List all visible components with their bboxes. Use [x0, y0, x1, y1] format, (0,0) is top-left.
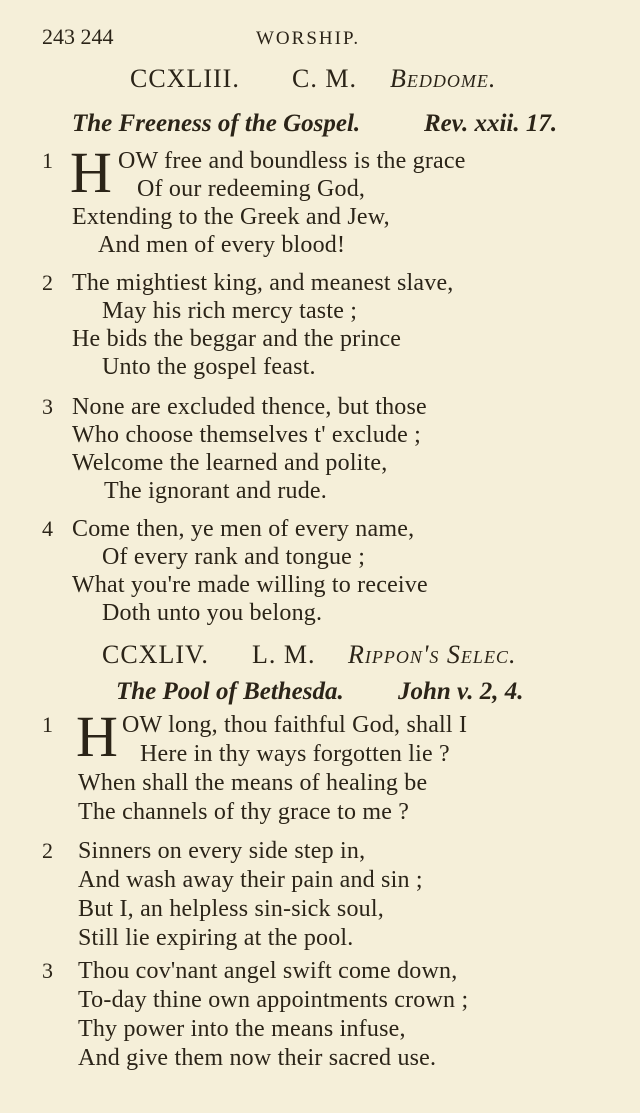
hymn-reference: Rev. xxii. 17. [424, 110, 558, 137]
verse-line: To-day thine own appointments crown ; [78, 987, 469, 1013]
verse-line: Of our redeeming God, [137, 176, 366, 202]
page-header [42, 24, 620, 56]
verse-line: But I, an helpless sin-sick soul, [78, 896, 384, 922]
verse-line: And men of every blood! [98, 232, 346, 258]
verse-line: Thy power into the means infuse, [78, 1016, 406, 1042]
verse-line: OW long, thou faithful God, shall I [122, 712, 468, 738]
verse-line: Still lie expiring at the pool. [78, 925, 354, 951]
hymn-title: The Pool of Bethesda. [116, 678, 344, 705]
running-title: WORSHIP. [256, 28, 361, 49]
verse-line: The mightiest king, and meanest slave, [72, 270, 454, 296]
verse-line: OW free and boundless is the grace [118, 148, 466, 174]
hymn-title: The Freeness of the Gospel. [72, 110, 361, 137]
verse-line: What you're made willing to receive [72, 572, 428, 598]
verse-line: Extending to the Greek and Jew, [72, 204, 390, 230]
verse-line: Unto the gospel feast. [102, 354, 316, 380]
verse-line: And give them now their sacred use. [78, 1045, 437, 1071]
hymn-reference: John v. 2, 4. [398, 678, 524, 705]
verse-line: May his rich mercy taste ; [102, 298, 358, 324]
drop-cap: H [76, 704, 118, 769]
verse-line: None are excluded thence, but those [72, 394, 427, 420]
verse-line: Here in thy ways forgotten lie ? [140, 741, 450, 767]
stanza-number: 2 [42, 270, 53, 295]
hymn-author: Beddome. [390, 64, 497, 93]
verse-line: He bids the beggar and the prince [72, 326, 402, 352]
page-number: 243 244 [42, 24, 114, 49]
stanza-number: 4 [42, 516, 53, 541]
verse-line: Doth unto you belong. [102, 600, 323, 626]
verse-line: When shall the means of healing be [78, 770, 428, 796]
hymn-meter: C. M. [292, 64, 357, 93]
stanza-number: 1 [42, 712, 53, 737]
hymn-meter: L. M. [252, 640, 316, 669]
verse-line: The ignorant and rude. [104, 478, 327, 504]
stanza-number: 3 [42, 958, 53, 983]
verse-line: And wash away their pain and sin ; [78, 867, 423, 893]
verse-line: Who choose themselves t' exclude ; [72, 422, 422, 448]
verse-line: Come then, ye men of every name, [72, 516, 415, 542]
hymn-number: CCXLIII. [130, 64, 240, 93]
verse-line: Thou cov'nant angel swift come down, [78, 958, 458, 984]
verse-line: Of every rank and tongue ; [102, 544, 366, 570]
stanza-number: 2 [42, 838, 53, 863]
stanza-number: 3 [42, 394, 53, 419]
verse-line: Welcome the learned and polite, [72, 450, 388, 476]
verse-line: The channels of thy grace to me ? [78, 799, 410, 825]
stanza-number: 1 [42, 148, 53, 173]
drop-cap: H [70, 140, 112, 205]
hymn-number: CCXLIV. [102, 640, 209, 669]
hymn-author: Rippon's Selec. [348, 640, 517, 669]
verse-line: Sinners on every side step in, [78, 838, 366, 864]
